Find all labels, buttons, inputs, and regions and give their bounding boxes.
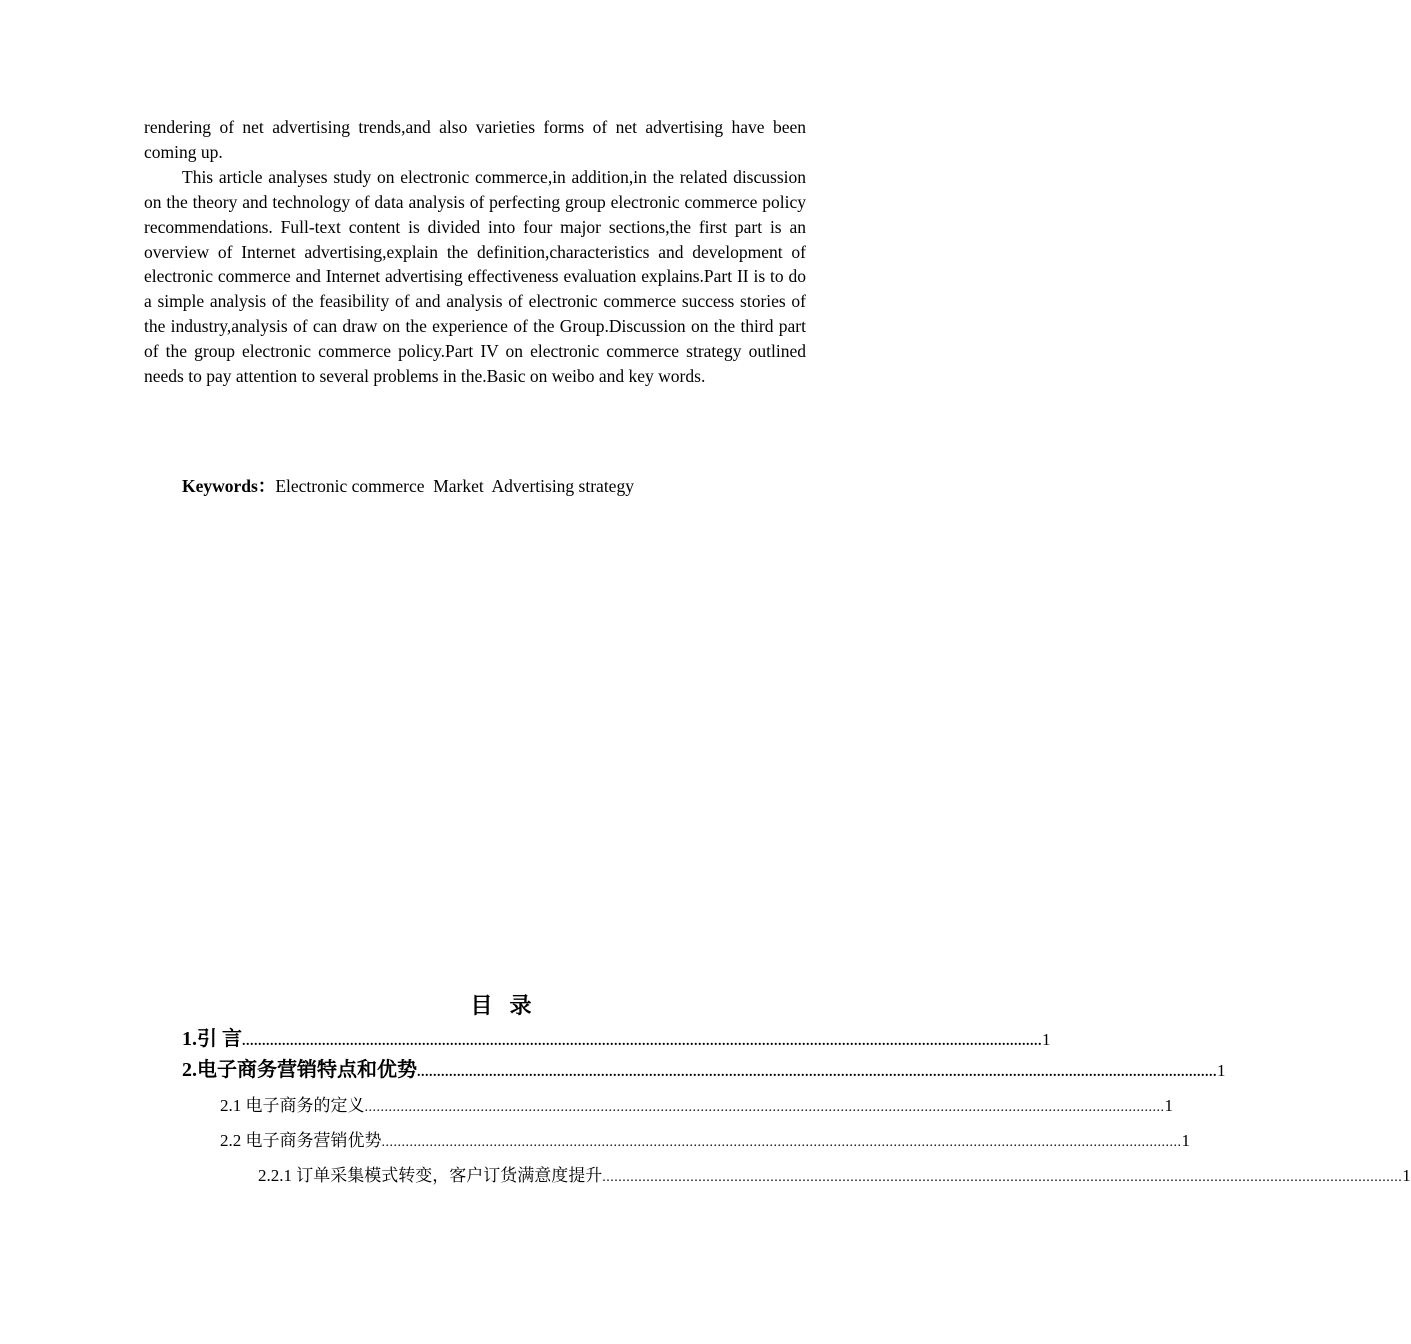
toc-entry-label: 2.2 电子商务营销优势 <box>220 1131 382 1150</box>
toc-leader-dots: ........................................................................................................................................................................................................ <box>364 1100 1165 1115</box>
toc-entry-label: 2.1 电子商务的定义 <box>220 1096 365 1115</box>
toc-leader-dots: ........................................................................................................................................................................................................ <box>381 1135 1182 1150</box>
toc-leader-dots: ........................................................................................................................................................................................................ <box>242 1034 1042 1049</box>
toc-entry-marketing-advantages[interactable] <box>220 1126 1190 1151</box>
abstract-body <box>144 115 806 389</box>
toc-entry-ecommerce-definition[interactable] <box>220 1091 1173 1116</box>
toc-page-number: 1 <box>1042 1030 1051 1049</box>
keywords-label: Keywords： <box>182 476 276 496</box>
toc-entry-label: 2.电子商务营销特点和优势 <box>182 1059 417 1081</box>
toc-entry-introduction[interactable] <box>182 1022 1051 1051</box>
toc-page-number: 1 <box>1164 1096 1173 1115</box>
toc-entry-ecommerce-features[interactable] <box>182 1053 1226 1082</box>
toc-entry-order-collection[interactable] <box>258 1161 1411 1186</box>
keywords-line <box>182 474 634 498</box>
toc-entry-label: 2.2.1 订单采集模式转变，客户订货满意度提升 <box>258 1166 603 1185</box>
abstract-paragraph-1: rendering of net advertising trends,and also varieties forms of net advertising have been coming up. <box>144 117 806 162</box>
toc-title: 目 录 <box>470 993 534 1018</box>
toc-page-number: 1 <box>1402 1166 1411 1185</box>
toc-leader-dots: ........................................................................................................................................................................................................ <box>602 1170 1403 1185</box>
abstract-paragraph-2: This article analyses study on electronic commerce,in addition,in the related discussion on the theory and technology of data analysis of perfecting group electronic commerce policy recommendations. Full-text content is divided into four major sections,the first part is an overview of Internet advertising,explain the definition,characteristics and development of electronic commerce and Internet advertising effectiveness evaluation explains.Part II is to do a simple analysis of the feasibility of and analysis of electronic commerce success stories of the industry,analysis of can draw on the experience of the Group.Discussion on the third part of the group electronic commerce policy.Part IV on electronic commerce strategy outlined needs to pay attention to several problems in the.Basic on weibo and key words. <box>144 166 806 387</box>
toc-entry-label: 1.引 言 <box>182 1028 242 1050</box>
toc-leader-dots: ........................................................................................................................................................................................................ <box>417 1065 1217 1080</box>
toc-page-number: 1 <box>1217 1061 1226 1080</box>
keywords-value: Electronic commerce Market Advertising strategy <box>275 476 634 496</box>
toc-page-number: 1 <box>1181 1131 1190 1150</box>
